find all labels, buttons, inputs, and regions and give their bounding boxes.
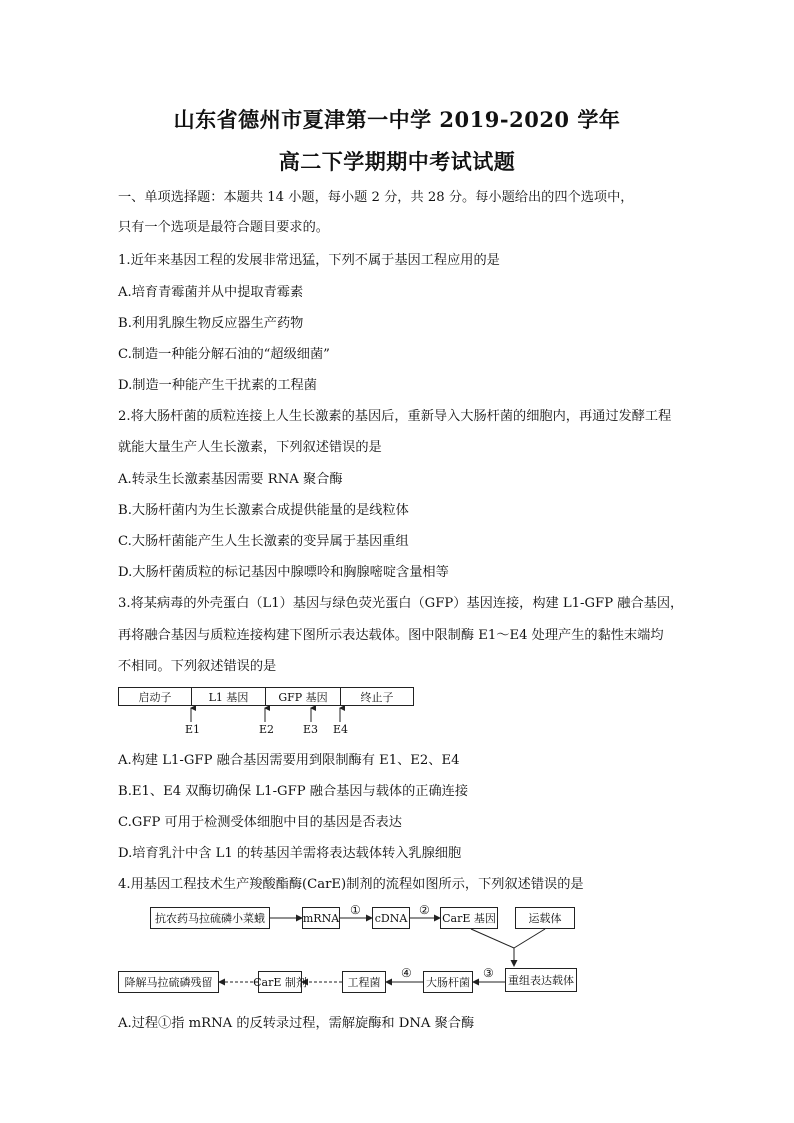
flow-node-cdna: cDNA xyxy=(372,907,410,929)
question-3-stem-line2: 再将融合基因与质粒连接构建下图所示表达载体。图中限制酶 E1～E4 处理产生的黏性末端均 xyxy=(118,628,664,643)
question-3-option-c: C.GFP 可用于检测受体细胞中目的基因是否表达 xyxy=(118,815,402,830)
page-title-line1: 山东省德州市夏津第一中学 2019-2020 学年 xyxy=(173,107,621,132)
page-title-line2: 高二下学期期中考试试题 xyxy=(278,149,516,174)
section-heading-line1: 一、单项选择题：本题共 14 小题，每小题 2 分，共 28 分。每小题给出的四个选项中， xyxy=(118,190,634,205)
flow-step-4-label: ④ xyxy=(401,966,412,980)
flow-node-care-preparation: CarE 制剂 xyxy=(258,971,302,993)
flow-node-vector: 运载体 xyxy=(515,907,575,929)
flow-node-mrna: mRNA xyxy=(302,907,340,929)
site-label-e3: E3 xyxy=(303,723,319,736)
question-2-option-b: B.大肠杆菌内为生长激素合成提供能量的是线粒体 xyxy=(118,503,409,518)
question-2-stem-line1: 2.将大肠杆菌的质粒连接上人生长激素的基因后，重新导入大肠杆菌的细胞内，再通过发酵工程 xyxy=(118,409,672,424)
flow-step-1-label: ① xyxy=(350,903,361,917)
site-label-e1: E1 xyxy=(185,723,201,736)
vector-segment-terminator: 终止子 xyxy=(340,687,414,706)
question-2-option-c: C.大肠杆菌能产生人生长激素的变异属于基因重组 xyxy=(118,534,409,549)
vector-segment-promoter: 启动子 xyxy=(118,687,191,706)
question-2-option-d: D.大肠杆菌质粒的标记基因中腺嘌呤和胸腺嘧啶含量相等 xyxy=(118,565,449,580)
question-1-option-d: D.制造一种能产生干扰素的工程菌 xyxy=(118,378,317,393)
flow-node-ecoli: 大肠杆菌 xyxy=(423,971,473,993)
vector-segment-gfp-gene: GFP 基因 xyxy=(265,687,340,706)
question-1-option-c: C.制造一种能分解石油的“超级细菌” xyxy=(118,347,330,362)
vector-segment-l1-gene: L1 基因 xyxy=(191,687,265,706)
question-3-option-d: D.培育乳汁中含 L1 的转基因羊需将表达载体转入乳腺细胞 xyxy=(118,846,462,861)
question-1-option-b: B.利用乳腺生物反应器生产药物 xyxy=(118,316,304,331)
site-label-e4: E4 xyxy=(333,723,349,736)
flow-node-care-gene: CarE 基因 xyxy=(440,907,498,929)
site-label-e2: E2 xyxy=(259,723,275,736)
question-3-stem-line3: 不相同。下列叙述错误的是 xyxy=(118,659,277,674)
question-3-option-b: B.E1、E4 双酶切确保 L1-GFP 融合基因与载体的正确连接 xyxy=(118,784,469,799)
flow-node-recombinant-vector: 重组表达载体 xyxy=(505,968,577,992)
question-4-option-a: A.过程①指 mRNA 的反转录过程，需解旋酶和 DNA 聚合酶 xyxy=(118,1016,475,1031)
flow-node-engineered-bacteria: 工程菌 xyxy=(342,971,386,993)
flow-node-source-insect: 抗农药马拉硫磷小菜蛾 xyxy=(150,907,270,929)
question-4-stem: 4.用基因工程技术生产羧酸酯酶(CarE)制剂的流程如图所示，下列叙述错误的是 xyxy=(118,877,584,892)
section-heading-line2: 只有一个选项是最符合题目要求的。 xyxy=(118,220,329,235)
question-3-option-a: A.构建 L1-GFP 融合基因需要用到限制酶有 E1、E2、E4 xyxy=(118,753,460,768)
question-1-option-a: A.培育青霉菌并从中提取青霉素 xyxy=(118,285,304,300)
flow-node-degrade-residue: 降解马拉硫磷残留 xyxy=(118,971,219,993)
question-3-stem-line1: 3.将某病毒的外壳蛋白（L1）基因与绿色荧光蛋白（GFP）基因连接，构建 L1-GFP 融合基因， xyxy=(118,596,684,611)
question-2-option-a: A.转录生长激素基因需要 RNA 聚合酶 xyxy=(118,472,343,487)
question-2-stem-line2: 就能大量生产人生长激素，下列叙述错误的是 xyxy=(118,440,382,455)
flow-step-2-label: ② xyxy=(419,903,430,917)
flow-step-3-label: ③ xyxy=(483,966,494,980)
question-1-stem: 1.近年来基因工程的发展非常迅猛，下列不属于基因工程应用的是 xyxy=(118,253,500,268)
